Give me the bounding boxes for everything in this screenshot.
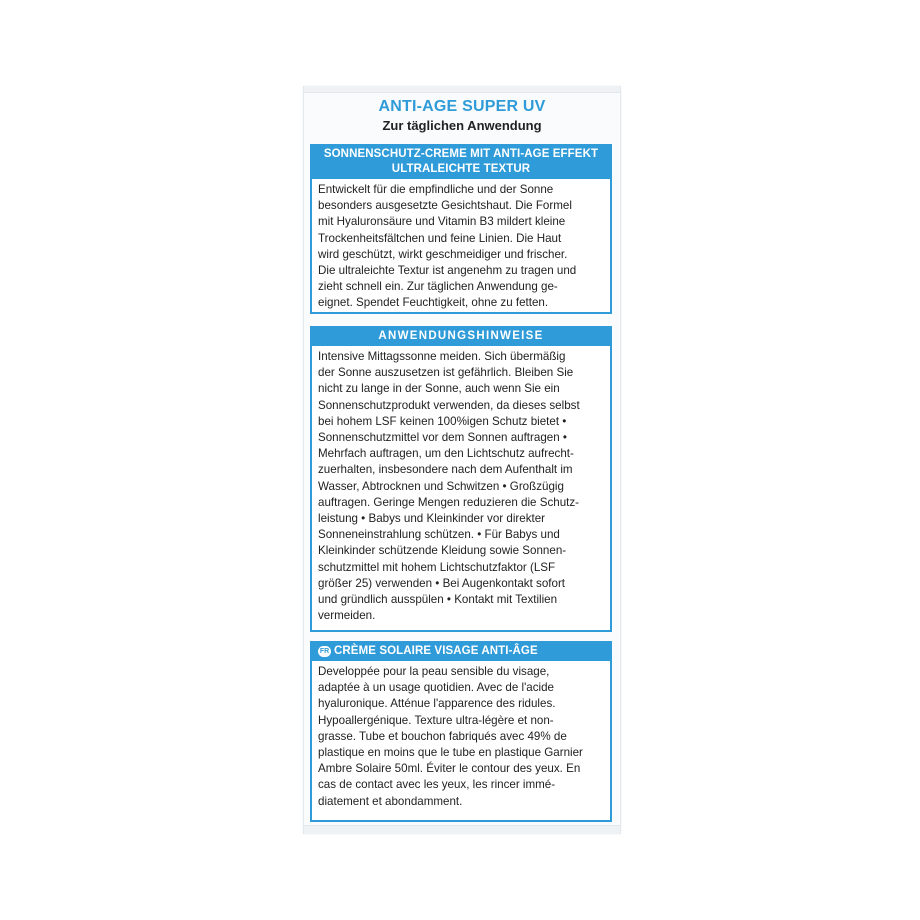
heading-line: ULTRALEICHTE TEXTUR [391, 163, 531, 175]
body-line: diatement et abondamment. [318, 794, 463, 808]
section-description-fr [310, 641, 612, 822]
body-line: bei hohem LSF keinen 100%igen Schutz bietet • [318, 414, 567, 428]
body-line: zuerhalten, insbesondere nach dem Aufenthalt im [318, 463, 573, 477]
body-line: adaptée à un usage quotidien. Avec de l'acide [318, 681, 554, 695]
body-line: nicht zu lange in der Sonne, auch wenn Sie ein [318, 382, 560, 396]
section-heading [312, 146, 610, 179]
product-box-back [303, 86, 621, 834]
heading-line: SONNENSCHUTZ-CREME MIT ANTI-AGE EFFEKT [323, 148, 599, 160]
section-heading [312, 328, 610, 346]
section-body [312, 179, 610, 316]
body-line: Entwickelt für die empfindliche und der Sonne [318, 183, 554, 196]
box-top-flap [304, 86, 620, 93]
body-line: und gründlich ausspülen • Kontakt mit Textilien [318, 593, 558, 607]
body-line: Trockenheitsfältchen und feine Linien. Die Haut [318, 231, 562, 245]
body-line: leistung • Babys und Kleinkinder vor direkter [318, 512, 546, 526]
product-title: ANTI-AGE SUPER UV [378, 98, 546, 115]
section-description-de [310, 144, 612, 314]
body-line: grasse. Tube et bouchon fabriqués avec 49% de [318, 729, 567, 743]
body-line: Wasser, Abtrocknen und Schwitzen • Großzügig [318, 479, 564, 493]
language-badge-icon: FR [319, 648, 330, 655]
product-subtitle: Zur täglichen Anwendung [382, 118, 542, 133]
body-line: Ambre Solaire 50ml. Éviter le contour des yeux. En [318, 762, 581, 776]
body-line: Kleinkinder schützende Kleidung sowie Sonnen- [318, 544, 567, 558]
body-line: Mehrfach auftragen, um den Lichtschutz aufrecht- [318, 447, 574, 461]
box-bottom-flap [304, 825, 620, 834]
body-line: der Sonne auszusetzen ist gefährlich. Bleiben Sie [318, 366, 574, 380]
heading-line: CRÈME SOLAIRE VISAGE ANTI-ÂGE [334, 645, 538, 657]
section-body [312, 346, 610, 628]
body-line: Hypoallergénique. Texture ultra-légère et non- [318, 713, 554, 727]
body-line: vermeiden. [318, 609, 376, 623]
heading-line: ANWENDUNGSHINWEISE [378, 330, 544, 342]
body-line: hyaluronique. Atténue l'apparence des ridules. [318, 697, 556, 711]
body-line: auftragen. Geringe Mengen reduzieren die Schutz- [318, 495, 580, 509]
body-line: Intensive Mittagssonne meiden. Sich übermäßig [318, 350, 566, 363]
body-line: Sonnenschutzprodukt verwenden, da dieses selbst [318, 398, 580, 412]
body-line: mit Hyaluronsäure und Vitamin B3 mildert kleine [318, 215, 566, 229]
body-line: Developpée pour la peau sensible du visage, [318, 665, 550, 678]
body-line: Sonneneinstrahlung schützen. • Für Babys und [318, 528, 560, 542]
body-line: zieht schnell ein. Zur täglichen Anwendung ge- [318, 280, 558, 294]
body-line: eignet. Spendet Feuchtigkeit, ohne zu fetten. [318, 296, 549, 310]
body-line: plastique en moins que le tube en plastique Garnier [318, 746, 583, 760]
body-line: größer 25) verwenden • Bei Augenkontakt sofort [318, 576, 566, 590]
section-usage-instructions [310, 326, 612, 632]
body-line: Sonnenschutzmittel vor dem Sonnen auftragen • [318, 431, 567, 445]
body-line: Die ultraleichte Textur ist angenehm zu tragen und [318, 264, 577, 278]
body-line: cas de contact avec les yeux, les rincer immé- [318, 778, 556, 792]
section-body [312, 661, 610, 814]
body-line: wird geschützt, wirkt geschmeidiger und frischer. [318, 247, 568, 261]
body-line: besonders ausgesetzte Gesichtshaut. Die Formel [318, 199, 572, 213]
body-line: schutzmittel mit hohem Lichtschutzfaktor (LSF [318, 560, 556, 574]
section-heading [312, 643, 610, 661]
